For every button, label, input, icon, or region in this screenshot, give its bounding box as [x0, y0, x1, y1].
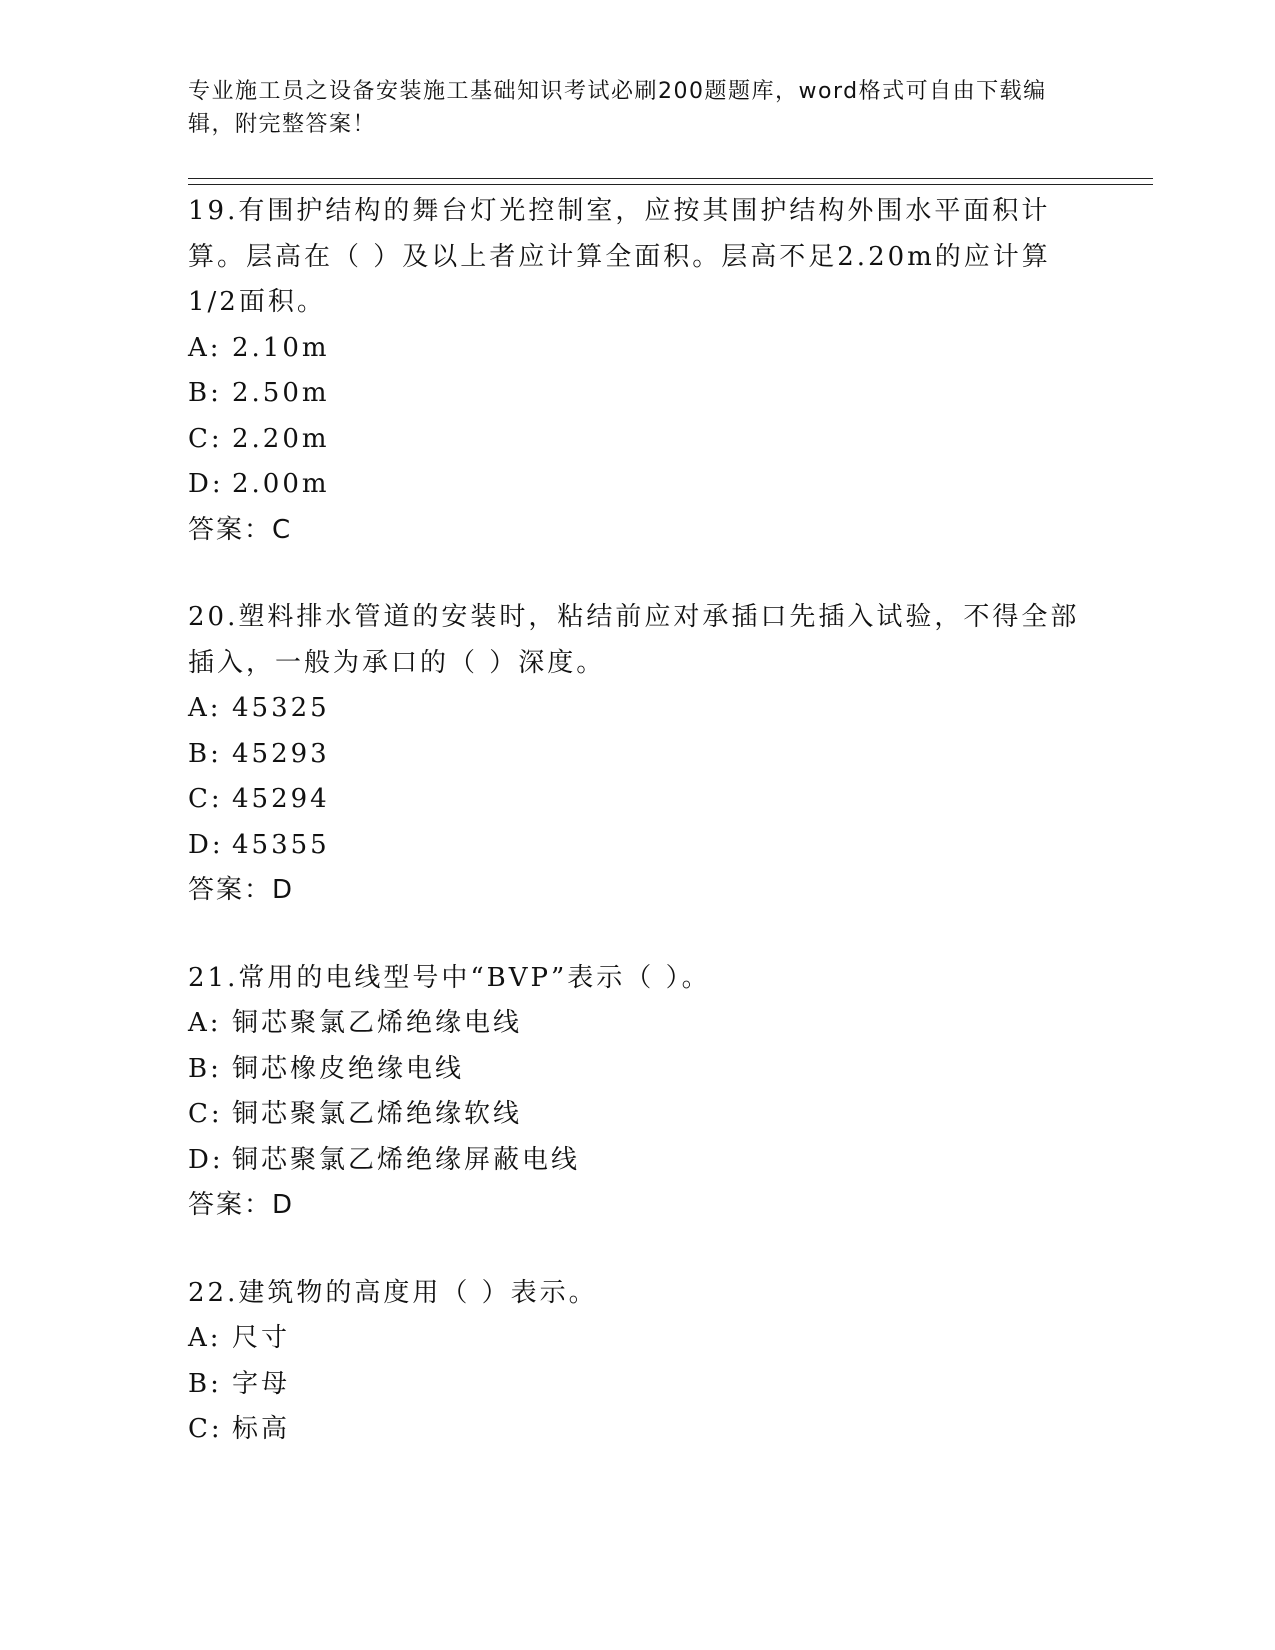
option-text: 2.00m — [232, 469, 330, 499]
option-label: A: — [188, 1323, 222, 1353]
option-label: A: — [188, 693, 222, 723]
option-b — [188, 1047, 1088, 1093]
question-22 — [188, 1271, 1088, 1453]
question-text: 22.建筑物的高度用（ ）表示。 — [188, 1277, 598, 1308]
option-text: 铜芯聚氯乙烯绝缘电线 — [232, 1008, 523, 1038]
option-text: 45325 — [232, 693, 330, 723]
option-a — [188, 1316, 1088, 1362]
option-b — [188, 1362, 1088, 1408]
document-header: 专业施工员之设备安装施工基础知识考试必刷200题题库，word格式可自由下载编辑，附完整答案！ — [188, 79, 1047, 137]
question-text: 19.有围护结构的舞台灯光控制室，应按其围护结构外围水平面积计算。层高在（ ）及以上者应计算全面积。层高不足2.20m的应计算1/2面积。 — [188, 196, 1051, 317]
option-c — [188, 1092, 1088, 1138]
option-text: 标高 — [232, 1414, 291, 1444]
option-text: 45293 — [232, 738, 330, 769]
option-label: C: — [188, 423, 223, 454]
question-text: 21.常用的电线型号中“BVP”表示（ ）。 — [188, 962, 711, 993]
option-d — [188, 462, 1088, 508]
option-a — [188, 326, 1088, 372]
option-text: 铜芯聚氯乙烯绝缘屏蔽电线 — [232, 1144, 581, 1175]
option-text: 尺寸 — [232, 1323, 291, 1353]
option-text: 45294 — [232, 784, 330, 814]
question-text: 20.塑料排水管道的安装时，粘结前应对承插口先插入试验，不得全部插入，一般为承口的（ ）深度。 — [188, 602, 1080, 678]
option-a — [188, 1001, 1088, 1047]
option-label: D: — [188, 1144, 224, 1175]
option-label: D: — [188, 829, 224, 860]
option-text: 2.50m — [232, 378, 330, 408]
option-b — [188, 371, 1088, 417]
option-label: B: — [188, 1368, 222, 1399]
option-label: B: — [188, 738, 222, 769]
answer-line: 答案：D — [188, 1190, 295, 1220]
option-label: D: — [188, 469, 224, 499]
option-label: C: — [188, 784, 223, 814]
option-text: 2.10m — [232, 332, 330, 363]
option-text: 字母 — [232, 1368, 291, 1399]
option-c — [188, 1407, 1088, 1453]
question-21 — [188, 956, 1088, 1229]
option-a — [188, 686, 1088, 732]
answer-line: 答案：D — [188, 875, 295, 905]
option-b — [188, 732, 1088, 778]
option-label: A: — [188, 332, 222, 363]
question-20 — [188, 595, 1088, 914]
option-text: 2.20m — [232, 423, 330, 454]
option-text: 铜芯聚氯乙烯绝缘软线 — [232, 1099, 523, 1129]
question-list — [188, 189, 1088, 1495]
option-d — [188, 1138, 1088, 1184]
option-label: B: — [188, 378, 222, 408]
option-c — [188, 417, 1088, 463]
option-d — [188, 823, 1088, 869]
header-divider-bottom — [188, 184, 1153, 185]
header-divider-top — [188, 178, 1153, 179]
option-label: C: — [188, 1414, 223, 1444]
option-label: C: — [188, 1099, 223, 1129]
answer-line: 答案：C — [188, 514, 293, 545]
question-19 — [188, 189, 1088, 553]
option-c — [188, 777, 1088, 823]
option-text: 45355 — [232, 829, 330, 860]
option-label: A: — [188, 1008, 222, 1038]
option-label: B: — [188, 1053, 222, 1084]
option-text: 铜芯橡皮绝缘电线 — [232, 1053, 465, 1084]
